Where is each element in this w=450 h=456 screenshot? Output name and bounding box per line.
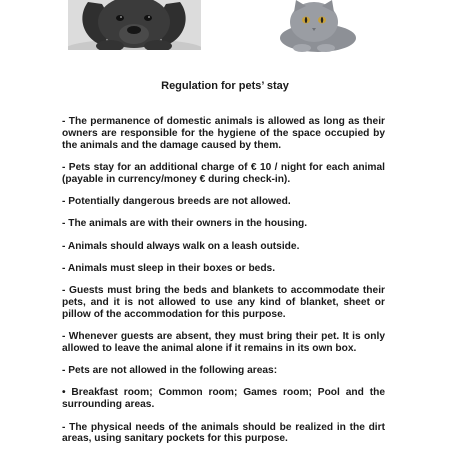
rule-paragraph: - Animals should always walk on a leash outside. — [62, 240, 300, 252]
rule-paragraph: - The physical needs of the animals should be realized in the dirt areas, using sanitary pockets for this purpose. — [62, 421, 385, 445]
regulation-list — [62, 116, 385, 456]
rule-paragraph: - Pets are not allowed in the following areas: — [62, 365, 278, 377]
rule-paragraph: - Pets stay for an additional charge of € 10 / night for each animal (payable in currency/money € during check-in). — [62, 161, 385, 185]
rule-paragraph: - Guests must bring the beds and blankets to accommodate their pets, and it is not allowed to use any kind of blanket, sheet or pillow of the accommodation for this purpose. — [62, 285, 385, 320]
document-title: Regulation for pets’ stay — [161, 80, 289, 92]
rule-paragraph: - Whenever guests are absent, they must bring their pet. It is only allowed to leave the animal alone if it remains in its own box. — [62, 331, 385, 354]
rule-paragraph: • Breakfast room; Common room; Games room; Pool and the surrounding areas. — [62, 387, 385, 411]
cat-photo — [268, 0, 366, 52]
rule-paragraph: - Potentially dangerous breeds are not allowed. — [62, 195, 291, 207]
dog-photo — [68, 0, 201, 50]
rule-paragraph: - Animals must sleep in their boxes or beds. — [62, 262, 276, 274]
rule-paragraph: - The animals are with their owners in the housing. — [62, 218, 308, 230]
rule-paragraph: - The permanence of domestic animals is allowed as long as their owners are responsible for the hygiene of the space occupied by the animals and the damage caused by them. — [62, 116, 385, 151]
